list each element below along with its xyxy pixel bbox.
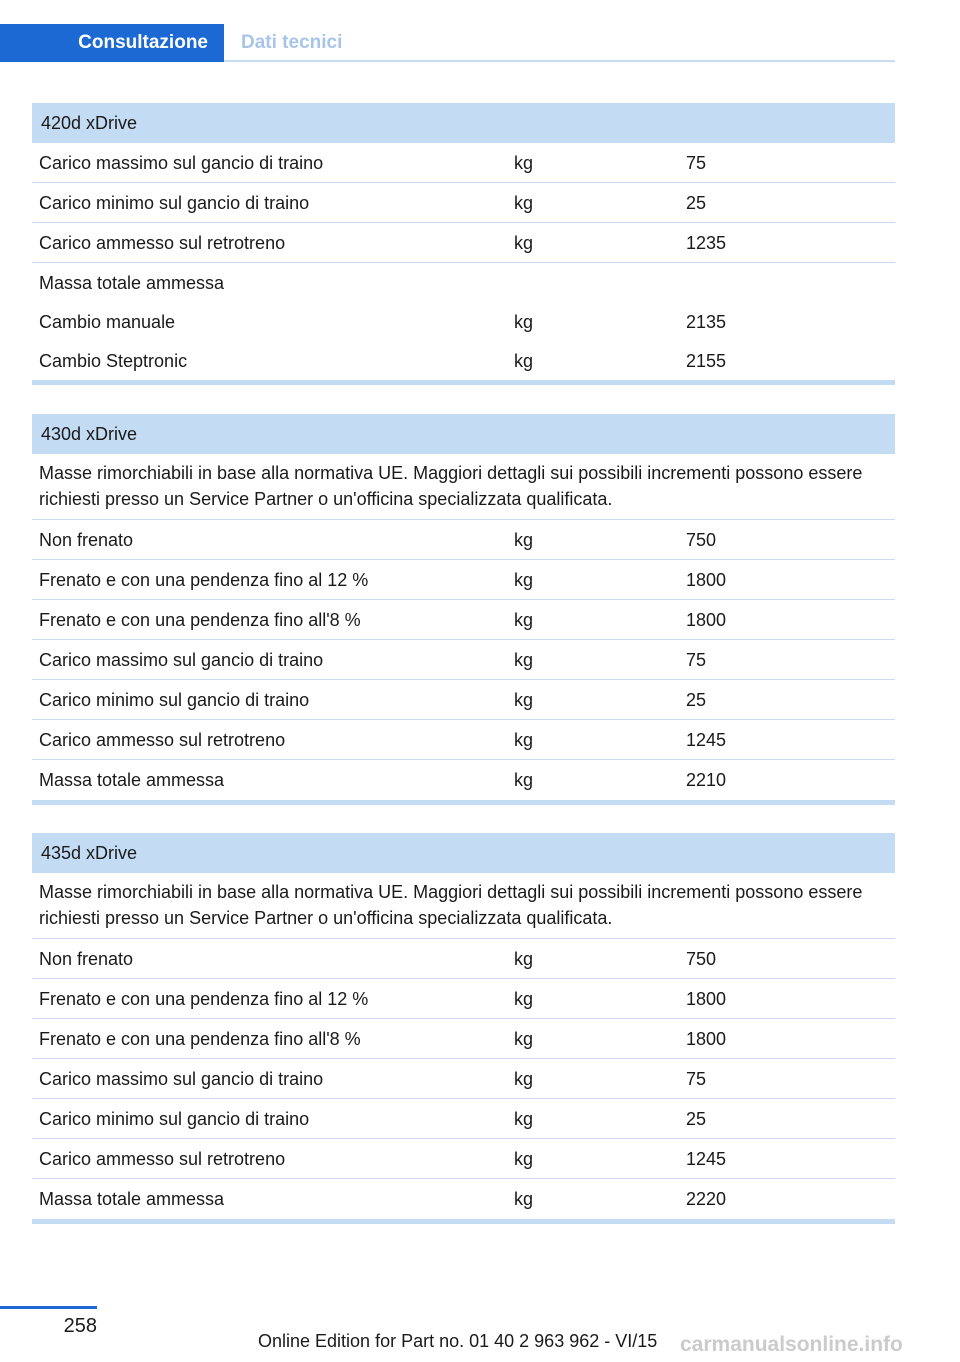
row-unit: kg xyxy=(514,690,534,710)
row-value: 75 xyxy=(686,153,707,173)
row-value: 1800 xyxy=(686,570,727,590)
row-unit: kg xyxy=(514,1149,534,1169)
table-row xyxy=(32,720,895,760)
row-label: Non frenato xyxy=(39,949,134,969)
row-label: Cambio Steptronic xyxy=(39,351,188,371)
row-label: Carico ammesso sul retrotreno xyxy=(39,1149,286,1169)
page-number: 258 xyxy=(63,1315,97,1337)
table-end-rule xyxy=(32,800,895,805)
footer-accent-line xyxy=(0,1306,97,1309)
row-label: Carico minimo sul gancio di traino xyxy=(39,193,310,213)
row-label: Massa totale ammessa xyxy=(39,273,225,293)
table-note: Masse rimorchiabili in base alla normativa UE. Maggiori dettagli sui possibili incrementi possono essere richiesti presso un Service Partner o un'officina specializzata qualificata. xyxy=(32,454,895,520)
row-unit: kg xyxy=(514,351,534,371)
row-unit: kg xyxy=(514,153,534,173)
table-row xyxy=(32,183,895,223)
row-label: Frenato e con una pendenza fino all'8 % xyxy=(39,610,361,630)
row-label: Non frenato xyxy=(39,530,134,550)
row-unit: kg xyxy=(514,1109,534,1129)
table-row xyxy=(32,979,895,1019)
row-value: 25 xyxy=(686,193,707,213)
row-label: Frenato e con una pendenza fino al 12 % xyxy=(39,989,369,1009)
row-value: 25 xyxy=(686,1109,707,1129)
row-value: 75 xyxy=(686,650,707,670)
row-label: Frenato e con una pendenza fino all'8 % xyxy=(39,1029,361,1049)
table-row xyxy=(32,560,895,600)
row-value: 25 xyxy=(686,690,707,710)
row-unit: kg xyxy=(514,730,534,750)
row-label: Carico minimo sul gancio di traino xyxy=(39,690,310,710)
watermark: carmanualsonline.info xyxy=(680,1333,903,1356)
row-label: Massa totale ammessa xyxy=(39,1189,225,1209)
table-row xyxy=(32,939,895,979)
row-value: 1235 xyxy=(686,233,727,253)
table-row xyxy=(32,520,895,560)
table-row xyxy=(32,1099,895,1139)
table-title: 435d xDrive xyxy=(32,833,895,873)
row-label: Frenato e con una pendenza fino al 12 % xyxy=(39,570,369,590)
row-label: Massa totale ammessa xyxy=(39,770,225,790)
row-value: 2155 xyxy=(686,351,727,371)
table-end-rule xyxy=(32,1219,895,1224)
row-value: 750 xyxy=(686,530,717,550)
table-title: 430d xDrive xyxy=(32,414,895,454)
row-label: Carico massimo sul gancio di traino xyxy=(39,1069,324,1089)
table-row xyxy=(32,1019,895,1059)
row-unit: kg xyxy=(514,193,534,213)
row-value: 2135 xyxy=(686,312,727,332)
row-value: 2210 xyxy=(686,770,727,790)
table-420d-xdrive xyxy=(32,103,895,385)
table-row xyxy=(32,600,895,640)
edition-note: Online Edition for Part no. 01 40 2 963 962 - VI/15 xyxy=(258,1331,658,1351)
row-unit: kg xyxy=(514,1069,534,1089)
row-label: Carico ammesso sul retrotreno xyxy=(39,730,286,750)
row-unit: kg xyxy=(514,530,534,550)
row-value: 1245 xyxy=(686,1149,727,1169)
row-value: 75 xyxy=(686,1069,707,1089)
table-row xyxy=(32,1059,895,1099)
row-value: 1800 xyxy=(686,989,727,1009)
row-label: Cambio manuale xyxy=(39,312,176,332)
row-value: 1800 xyxy=(686,1029,727,1049)
table-430d-xdrive xyxy=(32,414,895,805)
row-label: Carico ammesso sul retrotreno xyxy=(39,233,286,253)
row-unit: kg xyxy=(514,312,534,332)
table-row xyxy=(32,223,895,263)
row-unit: kg xyxy=(514,770,534,790)
table-row xyxy=(32,680,895,720)
row-unit: kg xyxy=(514,233,534,253)
table-row xyxy=(32,1179,895,1219)
row-label: Carico massimo sul gancio di traino xyxy=(39,153,324,173)
row-unit: kg xyxy=(514,570,534,590)
row-value: 1800 xyxy=(686,610,727,630)
row-unit: kg xyxy=(514,1189,534,1209)
table-row xyxy=(32,760,895,800)
table-note: Masse rimorchiabili in base alla normativa UE. Maggiori dettagli sui possibili incrementi possono essere richiesti presso un Service Partner o un'officina specializzata qualificata. xyxy=(32,873,895,939)
row-unit: kg xyxy=(514,1029,534,1049)
row-value: 1245 xyxy=(686,730,727,750)
table-row xyxy=(32,342,895,380)
table-row xyxy=(32,263,895,303)
row-label: Carico massimo sul gancio di traino xyxy=(39,650,324,670)
row-value: 2220 xyxy=(686,1189,727,1209)
row-unit: kg xyxy=(514,650,534,670)
table-row xyxy=(32,143,895,183)
table-435d-xdrive xyxy=(32,833,895,1224)
table-row xyxy=(32,303,895,342)
table-end-rule xyxy=(32,380,895,385)
table-title: 420d xDrive xyxy=(32,103,895,143)
row-value: 750 xyxy=(686,949,717,969)
row-label: Carico minimo sul gancio di traino xyxy=(39,1109,310,1129)
table-row xyxy=(32,640,895,680)
tab-consultazione[interactable]: Consultazione xyxy=(0,24,224,62)
row-unit: kg xyxy=(514,949,534,969)
row-unit: kg xyxy=(514,610,534,630)
tab-dati-tecnici[interactable]: Dati tecnici xyxy=(241,32,343,53)
row-unit: kg xyxy=(514,989,534,1009)
page-header xyxy=(0,24,895,62)
table-row xyxy=(32,1139,895,1179)
